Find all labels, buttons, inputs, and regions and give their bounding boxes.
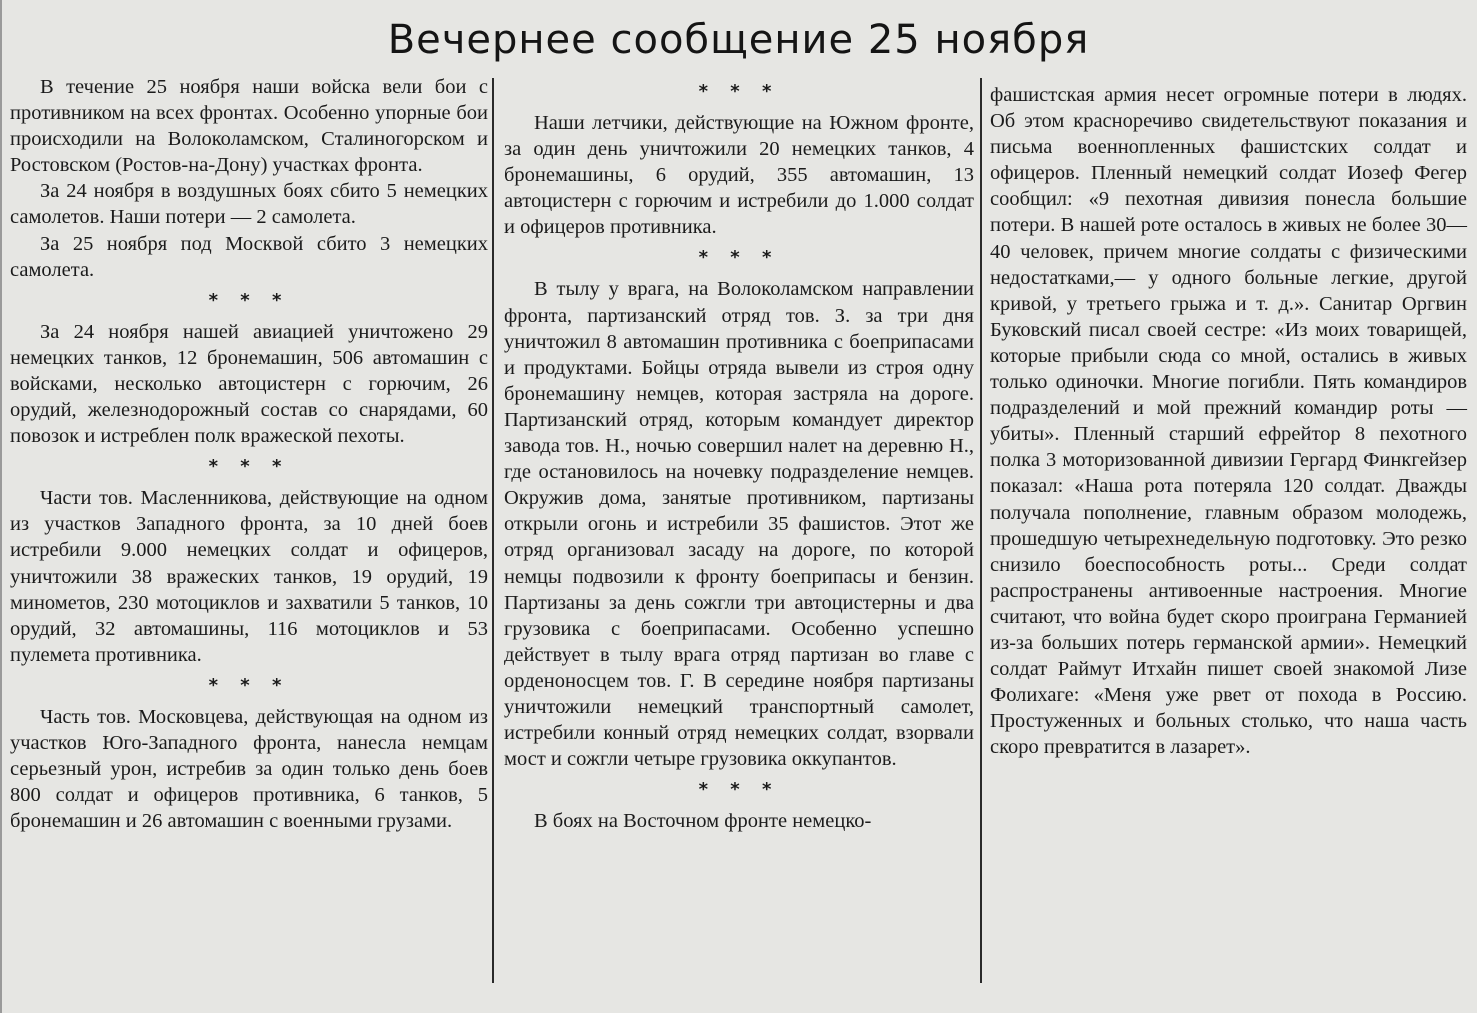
page-title: Вечернее сообщение 25 ноября — [387, 17, 1090, 63]
paragraph: В течение 25 ноября наши войска вели бои с противником на всех фронтах. Особенно упорные бои происходили на Волоколамском, Сталиногорском и Ростовском (Ростов-на-Дону) участках фронта. — [10, 76, 488, 177]
section-separator: * * * — [698, 81, 780, 102]
column-divider — [980, 78, 982, 983]
paragraph: фашистская армия несет огромные потери в людях. Об этом красноречиво свидетельствуют показания и письма военнопленных фашистских солдат и офицеров. Пленный немецкий солдат Иозеф Фегер сообщил: «9 пехотная дивизия понесла большие потери. В нашей роте осталось в живых не более 30—40 человек, причем многие солдаты с физическими недостатками,— у одного больные легкие, другой кривой, у третьего грыжа и т. д.». Санитар Оргвин Буковский писал своей сестре: «Из моих товарищей, которые прибыли сюда со мной, остались в живых только одиночки. Многие погибли. Пять командиров подразделений и мой прежний командир роты — убиты». Пленный старший ефрейтор 8 пехотного полка 3 моторизованной дивизии Гергард Финкгейзер показал: «Наша рота потеряла 120 солдат. Дважды получала пополнение, главным образом молодежь, прошедшую четырехнедельную подготовку. Это резко снизило боеспособность роты... Среди солдат распространены антивоенные настроения. Многие считают, что война будет скоро проиграна Германией из-за больших потерь германской армии». Немецкий солдат Раймут Итхайн пишет своей знакомой Лизе Фолихаге: «Меня уже рвет от похода в Россию. Простуженных и больных столько, что наша часть скоро превратится в лазарет». — [990, 84, 1467, 759]
paragraph: Части тов. Масленникова, действующие на одном из участков Западного фронта, за 10 дней боев истребили 9.000 немецких солдат и офицеров, уничтожили 38 вражеских танков, 19 орудий, 19 минометов, 230 мотоциклов и захватили 5 танков, 10 орудий, 32 автомашины, 116 мотоциклов и 53 пулемета противника. — [10, 487, 488, 666]
section-separator: * * * — [698, 247, 780, 269]
paragraph: За 25 ноября под Москвой сбито 3 немецких самолета. — [10, 232, 488, 281]
column-3 — [990, 82, 1467, 760]
column-divider — [492, 78, 494, 983]
paragraph: За 24 ноября нашей авиацией уничтожено 29 немецких танков, 12 бронемашин, 506 автомашин с войсками, несколько автоцистерн с горючим, 26 орудий, железнодорожный состав со снарядами, 60 повозок и истреблен полк вражеской пехоты. — [10, 320, 488, 448]
section-separator: * * * — [208, 674, 290, 696]
column-2 — [504, 74, 974, 834]
column-1 — [10, 74, 488, 834]
section-separator: * * * — [698, 779, 780, 801]
paragraph: За 24 ноября в воздушных боях сбито 5 немецких самолетов. Наши потери — 2 самолета. — [10, 180, 488, 229]
paragraph: В боях на Восточном фронте немецко- — [534, 810, 872, 833]
paragraph: Часть тов. Московцева, действующая на одном из участков Юго-Западного фронта, нанесла немцам серьезный урон, истребив за один только день боев 800 солдат и офицеров противника, 6 танков, 5 бронемашин и 26 автомашин с военными грузами. — [10, 705, 488, 833]
paragraph: В тылу у врага, на Волоколамском направлении фронта, партизанский отряд тов. З. за три дня уничтожил 8 автомашин противника с боеприпасами и продуктами. Бойцы отряда вывели из строя одну бронемашину немцев, которая застряла на дороге. Партизанский отряд, которым командует директор завода тов. Н., ночью совершил налет на деревню Н., где остановилось на ночевку подразделение немцев. Окружив дома, занятые противником, партизаны открыли огонь и истребили 35 фашистов. Этот же отряд организовал засаду на дороге, по которой немцы подвозили к фронту боеприпасы и бензин. Партизаны за день сожгли три автоцистерны и два грузовика с боеприпасами. Особенно успешно действует в тылу врага отряд партизан во главе с орденоносцем тов. Г. В середине ноября партизаны уничтожили немецкий транспортный самолет, истребили конный отряд немецких солдат, взорвали мост и сожгли четыре грузовика оккупантов. — [504, 278, 974, 771]
section-separator: * * * — [208, 456, 290, 478]
section-separator: * * * — [208, 289, 290, 311]
paragraph: Наши летчики, действующие на Южном фронте, за один день уничтожили 20 немецких танков, 4 бронемашины, 6 орудий, 355 автомашин, 13 автоцистерн с горючим и истребили до 1.000 солдат и офицеров противника. — [504, 112, 974, 239]
